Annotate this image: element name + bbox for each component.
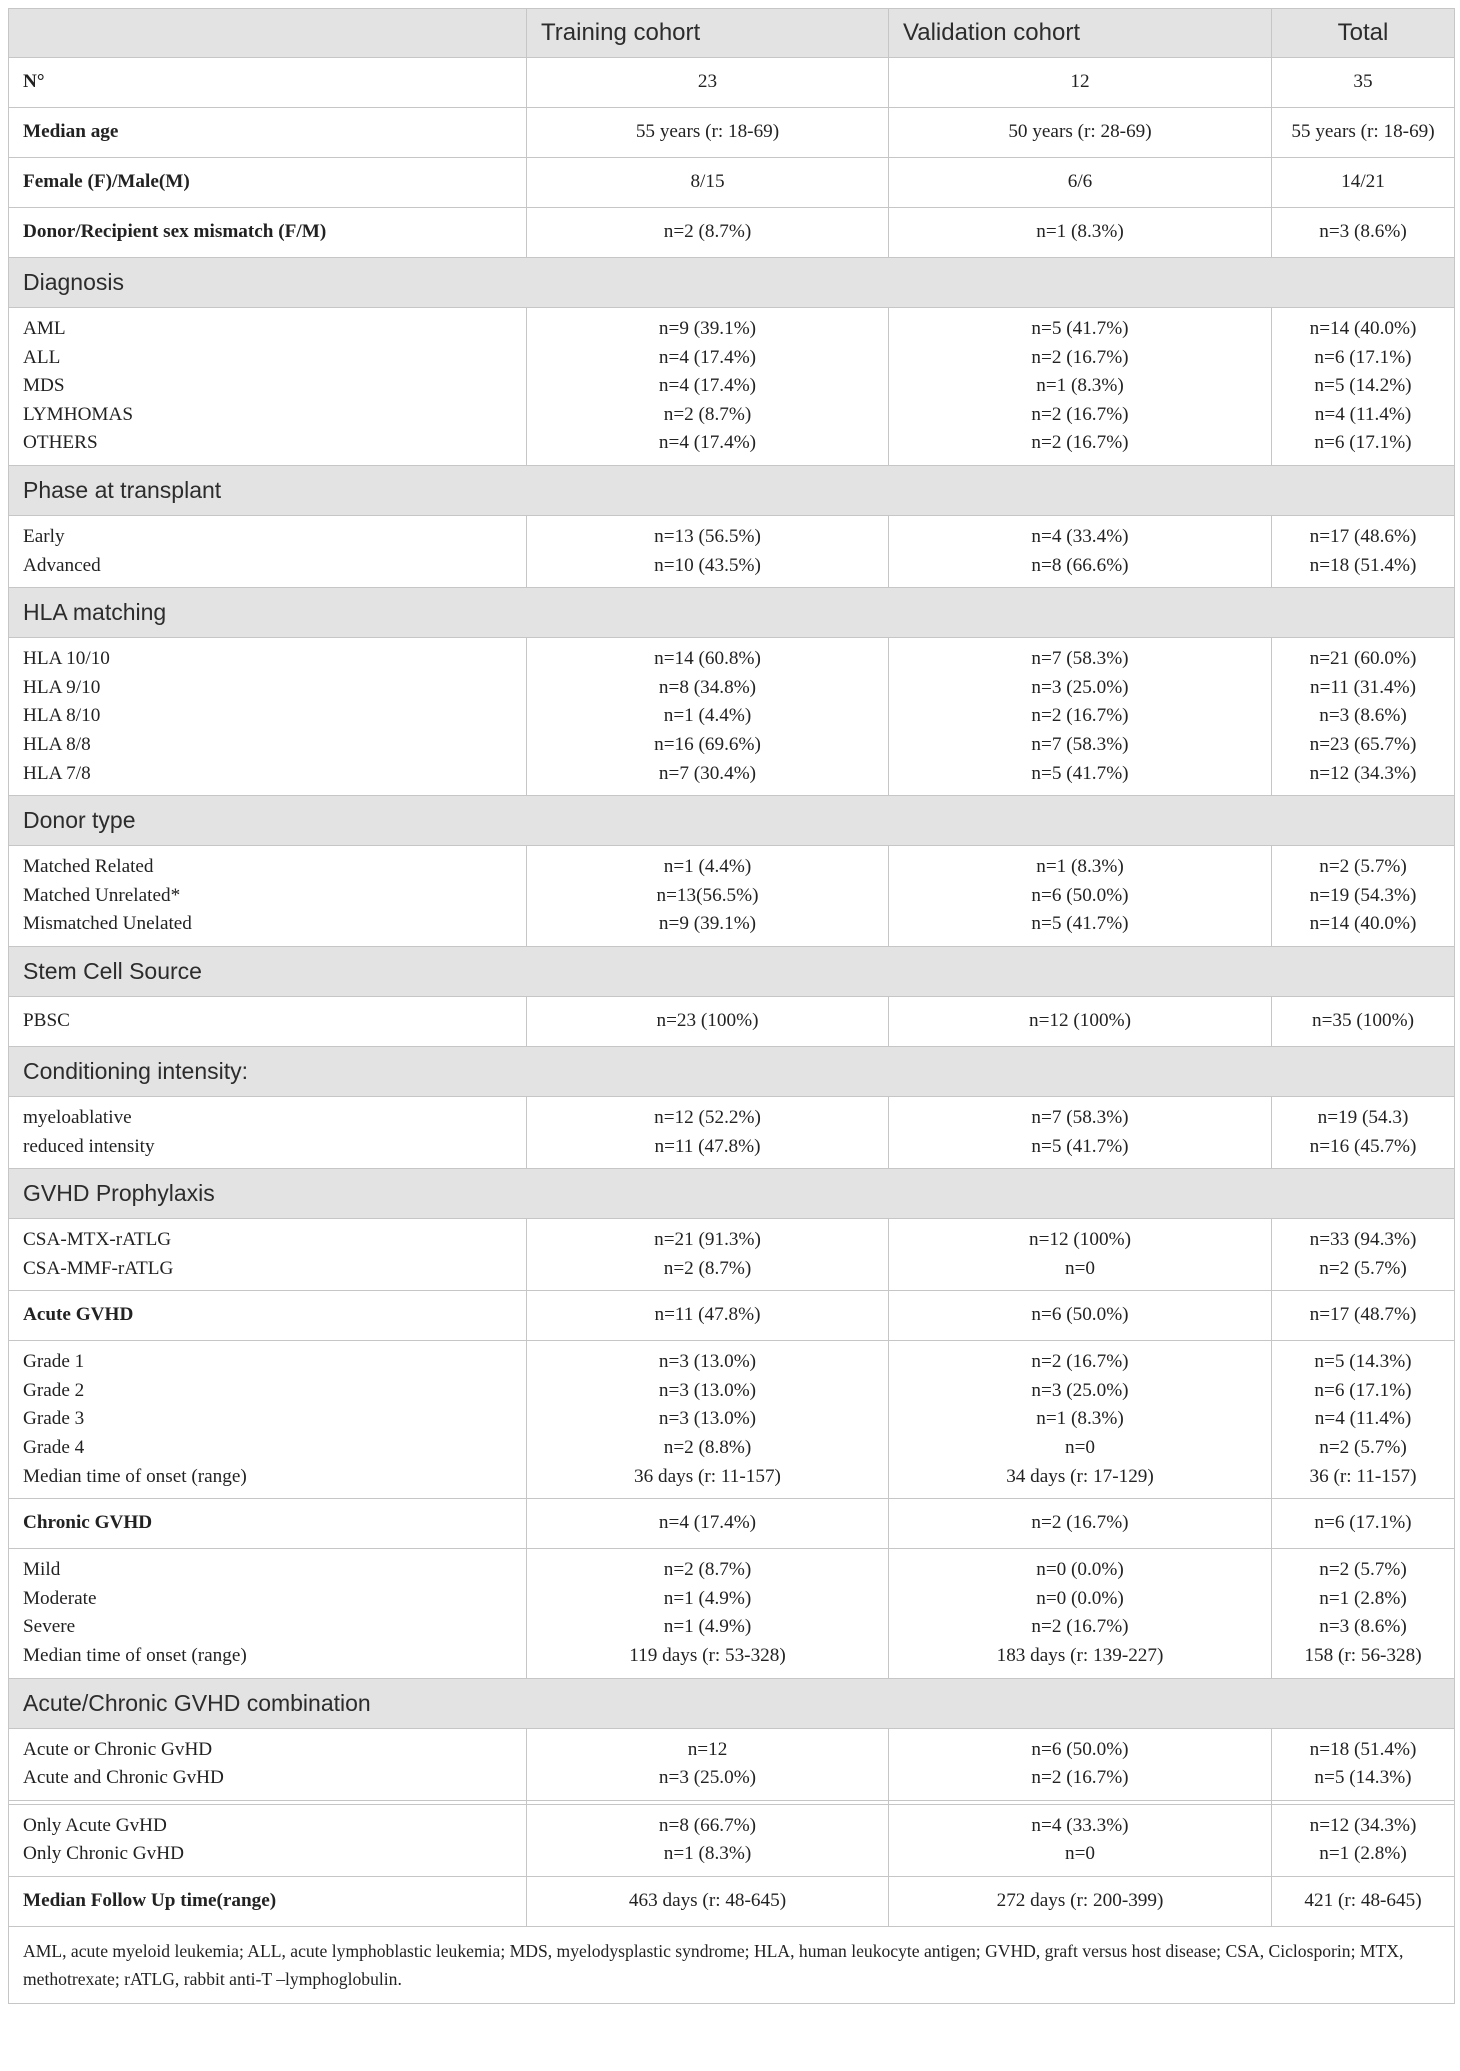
- table-row: [9, 996, 1455, 1046]
- table-row: [9, 638, 1455, 796]
- cell-value: n=0 (0.0%): [1036, 1559, 1124, 1581]
- cell-value: n=4 (33.3%): [1031, 1814, 1129, 1836]
- cell-value: n=7 (58.3%): [1031, 1106, 1129, 1128]
- table-row: [9, 1804, 1455, 1876]
- validation-value-cell: [889, 58, 1272, 108]
- training-value-cell: [527, 1728, 889, 1800]
- table-row: [9, 1341, 1455, 1499]
- validation-value-cell: [889, 1219, 1272, 1291]
- cell-value: 6/6: [1067, 171, 1093, 193]
- table-row: [9, 1219, 1455, 1291]
- cell-value: n=2 (16.7%): [1031, 1351, 1129, 1373]
- footnote-row: [9, 1927, 1455, 2004]
- total-value-cell: [1272, 208, 1455, 258]
- row-label: Moderate: [23, 1587, 97, 1609]
- cell-value: n=3 (13.0%): [658, 1351, 757, 1373]
- cell-value: n=2 (5.7%): [1319, 856, 1407, 878]
- row-label: Acute GVHD: [23, 1304, 134, 1326]
- training-value-cell: [527, 996, 889, 1046]
- row-label-cell: [9, 1096, 527, 1168]
- cell-value: n=9 (39.1%): [658, 318, 757, 339]
- cell-value: n=14 (40.0%): [1309, 318, 1417, 339]
- total-value-cell: [1272, 1341, 1455, 1499]
- training-value-cell: [527, 1549, 889, 1678]
- cell-value: n=2 (8.7%): [663, 1257, 752, 1279]
- training-value-cell: [527, 638, 889, 796]
- row-label-cell: [9, 1549, 527, 1678]
- cell-value: n=4 (17.4%): [658, 375, 757, 397]
- cell-value: 14/21: [1341, 171, 1385, 193]
- cell-value: n=12 (100%): [1029, 1010, 1131, 1032]
- cell-value: n=8 (34.8%): [658, 676, 757, 698]
- row-label: HLA 8/8: [23, 733, 91, 755]
- section-header-row: [9, 946, 1455, 996]
- section-title: Phase at transplant: [9, 465, 1455, 515]
- total-value-cell: [1272, 996, 1455, 1046]
- validation-value-cell: [889, 1877, 1272, 1927]
- cell-value: n=3 (25.0%): [1031, 676, 1129, 698]
- section-title: Acute/Chronic GVHD combination: [9, 1678, 1455, 1728]
- cell-value: n=2 (8.7%): [663, 1559, 752, 1581]
- row-label-cell: [9, 996, 527, 1046]
- table-row: [9, 208, 1455, 258]
- training-value-cell: [527, 58, 889, 108]
- section-header-row: [9, 465, 1455, 515]
- cell-value: n=6 (50.0%): [1031, 1738, 1129, 1760]
- table-row: [9, 515, 1455, 587]
- cell-value: n=1 (8.3%): [663, 1843, 752, 1865]
- header-training-cohort: Training cohort: [527, 9, 889, 58]
- cell-value: n=7 (58.3%): [1031, 733, 1129, 755]
- row-label: CSA-MTX-rATLG: [23, 1229, 172, 1251]
- training-value-cell: [527, 1096, 889, 1168]
- row-label: MDS: [23, 375, 65, 397]
- cell-value: n=7 (58.3%): [1031, 648, 1129, 670]
- cell-value: 463 days (r: 48-645): [628, 1890, 787, 1912]
- cell-value: n=21 (60.0%): [1309, 648, 1417, 670]
- row-label-cell: [9, 1291, 527, 1341]
- cell-value: n=4 (17.4%): [658, 1512, 757, 1534]
- section-header-row: [9, 1678, 1455, 1728]
- cell-value: 23: [697, 71, 718, 93]
- cell-value: n=3 (8.6%): [1319, 221, 1407, 243]
- cell-value: n=2 (16.7%): [1031, 346, 1129, 368]
- table-body: [9, 58, 1455, 1927]
- cell-value: 34 days (r: 17-129): [1006, 1465, 1154, 1487]
- total-value-cell: [1272, 1096, 1455, 1168]
- cell-value: n=6 (50.0%): [1031, 884, 1129, 906]
- table-container: [8, 8, 1454, 2004]
- row-label: N°: [23, 71, 45, 93]
- training-value-cell: [527, 1341, 889, 1499]
- cell-value: n=12 (52.2%): [654, 1106, 761, 1128]
- row-label: Early: [23, 525, 65, 547]
- cell-value: n=1 (8.3%): [1036, 375, 1124, 397]
- section-header-row: [9, 796, 1455, 846]
- row-label: HLA 10/10: [23, 648, 110, 670]
- row-label: Median time of onset (range): [23, 1465, 247, 1487]
- cell-value: n=0: [1064, 1437, 1095, 1459]
- cell-value: 421 (r: 48-645): [1304, 1890, 1422, 1912]
- cell-value: n=5 (14.2%): [1314, 375, 1412, 397]
- row-label-cell: [9, 208, 527, 258]
- validation-value-cell: [889, 108, 1272, 158]
- cell-value: n=12 (100%): [1029, 1229, 1131, 1251]
- cell-value: 8/15: [690, 171, 725, 193]
- cell-value: n=11 (47.8%): [654, 1135, 761, 1157]
- cell-value: n=3 (8.6%): [1319, 705, 1407, 727]
- table-row: [9, 58, 1455, 108]
- section-title: Conditioning intensity:: [9, 1046, 1455, 1096]
- row-label: myeloablative: [23, 1106, 132, 1128]
- total-value-cell: [1272, 1291, 1455, 1341]
- validation-value-cell: [889, 996, 1272, 1046]
- cell-value: n=1 (4.4%): [663, 705, 752, 727]
- row-label-cell: [9, 1728, 527, 1800]
- table-row: [9, 846, 1455, 947]
- section-header-row: [9, 258, 1455, 308]
- training-value-cell: [527, 208, 889, 258]
- cell-value: n=19 (54.3): [1317, 1106, 1409, 1128]
- cell-value: n=2 (5.7%): [1319, 1257, 1407, 1279]
- total-value-cell: [1272, 58, 1455, 108]
- cell-value: n=3 (25.0%): [1031, 1379, 1129, 1401]
- cell-value: n=4 (33.4%): [1031, 525, 1129, 547]
- validation-value-cell: [889, 1499, 1272, 1549]
- section-title: HLA matching: [9, 588, 1455, 638]
- row-label: Grade 2: [23, 1379, 85, 1401]
- row-label-cell: [9, 846, 527, 947]
- row-label-cell: [9, 638, 527, 796]
- cell-value: n=23 (65.7%): [1309, 733, 1417, 755]
- cell-value: n=3 (13.0%): [658, 1408, 757, 1430]
- row-label: Median age: [23, 121, 119, 143]
- row-label-cell: [9, 515, 527, 587]
- training-value-cell: [527, 108, 889, 158]
- cell-value: 119 days (r: 53-328): [629, 1645, 786, 1667]
- training-value-cell: [527, 515, 889, 587]
- total-value-cell: [1272, 108, 1455, 158]
- cell-value: n=2 (8.7%): [663, 403, 752, 425]
- validation-value-cell: [889, 515, 1272, 587]
- footnote: AML, acute myeloid leukemia; ALL, acute lymphoblastic leukemia; MDS, myelodysplastic syndrome; HLA, human leukocyte antigen; GVHD, graft versus host disease; CSA, Ciclosporin; MTX, methotrexate; rATLG, rabbit anti-T –lymphoglobulin.: [9, 1927, 1455, 2004]
- row-label-cell: [9, 1499, 527, 1549]
- section-title: GVHD Prophylaxis: [9, 1169, 1455, 1219]
- row-label: Grade 1: [23, 1351, 85, 1373]
- cell-value: n=16 (69.6%): [654, 733, 761, 755]
- validation-value-cell: [889, 1341, 1272, 1499]
- section-title: Donor type: [9, 796, 1455, 846]
- section-title: Stem Cell Source: [9, 946, 1455, 996]
- table-row: [9, 1728, 1455, 1800]
- table-row: [9, 1499, 1455, 1549]
- cell-value: n=6 (17.1%): [1314, 1379, 1412, 1401]
- total-value-cell: [1272, 1877, 1455, 1927]
- cell-value: n=2 (8.7%): [663, 221, 752, 243]
- total-value-cell: [1272, 1499, 1455, 1549]
- cell-value: n=1 (8.3%): [1036, 221, 1124, 243]
- section-header-row: [9, 1169, 1455, 1219]
- cell-value: 35: [1353, 71, 1373, 93]
- cell-value: 36 days (r: 11-157): [634, 1465, 781, 1487]
- cell-value: n=2 (16.7%): [1031, 432, 1129, 454]
- row-label: Donor/Recipient sex mismatch (F/M): [23, 221, 327, 243]
- row-label: Only Chronic GvHD: [23, 1843, 184, 1865]
- cell-value: n=5 (41.7%): [1031, 762, 1129, 784]
- table-row: [9, 1096, 1455, 1168]
- section-header-row: [9, 1046, 1455, 1096]
- row-label: PBSC: [23, 1010, 70, 1032]
- cell-value: n=14 (40.0%): [1309, 913, 1417, 935]
- cell-value: 55 years (r: 18-69): [1291, 121, 1435, 143]
- total-value-cell: [1272, 1549, 1455, 1678]
- cell-value: n=33 (94.3%): [1309, 1229, 1417, 1251]
- cell-value: n=3 (8.6%): [1319, 1616, 1407, 1638]
- cell-value: n=0: [1064, 1843, 1095, 1865]
- cohort-characteristics-table: [8, 8, 1455, 2004]
- cell-value: 183 days (r: 139-227): [996, 1645, 1164, 1667]
- cell-value: n=7 (30.4%): [658, 762, 757, 784]
- cell-value: n=2 (16.7%): [1031, 1767, 1129, 1789]
- cell-value: 50 years (r: 28-69): [1008, 121, 1152, 143]
- validation-value-cell: [889, 1096, 1272, 1168]
- total-value-cell: [1272, 515, 1455, 587]
- row-label-cell: [9, 158, 527, 208]
- cell-value: n=8 (66.7%): [658, 1814, 757, 1836]
- row-label: HLA 9/10: [23, 676, 101, 698]
- cell-value: n=2 (16.7%): [1031, 403, 1129, 425]
- cell-value: n=13(56.5%): [656, 884, 759, 906]
- section-title: Diagnosis: [9, 258, 1455, 308]
- cell-value: n=3 (25.0%): [658, 1767, 757, 1789]
- row-label: CSA-MMF-rATLG: [23, 1257, 174, 1279]
- cell-value: n=4 (17.4%): [658, 432, 757, 454]
- training-value-cell: [527, 846, 889, 947]
- cell-value: n=3 (13.0%): [658, 1379, 757, 1401]
- row-label: Matched Unrelated*: [23, 884, 181, 906]
- training-value-cell: [527, 1804, 889, 1876]
- cell-value: 12: [1070, 71, 1090, 93]
- total-value-cell: [1272, 1804, 1455, 1876]
- cell-value: n=18 (51.4%): [1309, 1738, 1417, 1760]
- cell-value: n=4 (17.4%): [658, 346, 757, 368]
- cell-value: n=21 (91.3%): [654, 1229, 761, 1251]
- row-label: Severe: [23, 1616, 76, 1638]
- cell-value: n=6 (17.1%): [1314, 346, 1412, 368]
- cell-value: n=2 (5.7%): [1319, 1437, 1407, 1459]
- row-label-cell: [9, 1877, 527, 1927]
- cell-value: n=2 (16.7%): [1031, 1512, 1129, 1534]
- row-label: Median Follow Up time(range): [23, 1890, 277, 1912]
- cell-value: n=6 (17.1%): [1314, 432, 1412, 454]
- row-label: Acute or Chronic GvHD: [23, 1738, 213, 1760]
- row-label: Mismatched Unelated: [23, 913, 192, 935]
- cell-value: n=17 (48.6%): [1309, 525, 1417, 547]
- header-total: Total: [1272, 9, 1455, 58]
- row-label-cell: [9, 1219, 527, 1291]
- cell-value: n=19 (54.3%): [1309, 884, 1417, 906]
- cell-value: n=5 (41.7%): [1031, 913, 1129, 935]
- cell-value: n=18 (51.4%): [1309, 554, 1417, 576]
- cell-value: 36 (r: 11-157): [1309, 1465, 1417, 1487]
- cell-value: 272 days (r: 200-399): [996, 1890, 1164, 1912]
- total-value-cell: [1272, 158, 1455, 208]
- cell-value: n=2 (16.7%): [1031, 1616, 1129, 1638]
- total-value-cell: [1272, 1728, 1455, 1800]
- row-label: Chronic GVHD: [23, 1512, 153, 1534]
- validation-value-cell: [889, 1549, 1272, 1678]
- cell-value: n=1 (4.4%): [663, 856, 752, 878]
- table-row: [9, 308, 1455, 466]
- row-label: LYMHOMAS: [23, 403, 134, 425]
- row-label: Grade 3: [23, 1408, 85, 1430]
- row-label: OTHERS: [23, 432, 98, 454]
- cell-value: n=12 (34.3%): [1309, 1814, 1417, 1836]
- cell-value: n=0 (0.0%): [1036, 1587, 1124, 1609]
- table-row: [9, 1549, 1455, 1678]
- cell-value: n=13 (56.5%): [654, 525, 761, 547]
- total-value-cell: [1272, 638, 1455, 796]
- total-value-cell: [1272, 308, 1455, 466]
- total-value-cell: [1272, 846, 1455, 947]
- cell-value: n=2 (16.7%): [1031, 705, 1129, 727]
- cell-value: n=6 (17.1%): [1314, 1512, 1412, 1534]
- cell-value: n=5 (41.7%): [1031, 1135, 1129, 1157]
- table-row: [9, 1877, 1455, 1927]
- row-label: Acute and Chronic GvHD: [23, 1767, 224, 1789]
- row-label: Mild: [23, 1559, 61, 1581]
- validation-value-cell: [889, 1291, 1272, 1341]
- cell-value: n=5 (41.7%): [1031, 318, 1129, 339]
- cell-value: n=2 (8.8%): [663, 1437, 752, 1459]
- cell-value: n=6 (50.0%): [1031, 1304, 1129, 1326]
- cell-value: 158 (r: 56-328): [1304, 1645, 1422, 1667]
- cell-value: 55 years (r: 18-69): [635, 121, 780, 143]
- validation-value-cell: [889, 846, 1272, 947]
- cell-value: n=17 (48.7%): [1309, 1304, 1417, 1326]
- table-row: [9, 1291, 1455, 1341]
- validation-value-cell: [889, 1804, 1272, 1876]
- cell-value: n=11 (31.4%): [1309, 676, 1417, 698]
- validation-value-cell: [889, 208, 1272, 258]
- row-label: ALL: [23, 346, 61, 368]
- cell-value: n=4 (11.4%): [1314, 1408, 1412, 1430]
- training-value-cell: [527, 158, 889, 208]
- table-row: [9, 158, 1455, 208]
- row-label: reduced intensity: [23, 1135, 155, 1157]
- cell-value: n=11 (47.8%): [654, 1304, 761, 1326]
- header-row: [9, 9, 1455, 58]
- table-row: [9, 108, 1455, 158]
- cell-value: n=1 (2.8%): [1319, 1843, 1407, 1865]
- row-label: Female (F)/Male(M): [23, 171, 190, 193]
- row-label-cell: [9, 1341, 527, 1499]
- cell-value: n=14 (60.8%): [654, 648, 761, 670]
- row-label: Matched Related: [23, 856, 154, 878]
- cell-value: n=4 (11.4%): [1314, 403, 1412, 425]
- cell-value: n=35 (100%): [1312, 1010, 1414, 1032]
- training-value-cell: [527, 1499, 889, 1549]
- cell-value: n=12 (34.3%): [1309, 762, 1417, 784]
- training-value-cell: [527, 1291, 889, 1341]
- validation-value-cell: [889, 308, 1272, 466]
- validation-value-cell: [889, 158, 1272, 208]
- cell-value: n=5 (14.3%): [1314, 1767, 1412, 1789]
- training-value-cell: [527, 1877, 889, 1927]
- header-validation-cohort: Validation cohort: [889, 9, 1272, 58]
- cell-value: n=1 (4.9%): [663, 1587, 752, 1609]
- cell-value: n=2 (5.7%): [1319, 1559, 1407, 1581]
- section-header-row: [9, 588, 1455, 638]
- row-label: Median time of onset (range): [23, 1645, 247, 1667]
- training-value-cell: [527, 308, 889, 466]
- row-label: Grade 4: [23, 1437, 85, 1459]
- row-label: AML: [23, 318, 66, 339]
- total-value-cell: [1272, 1219, 1455, 1291]
- cell-value: n=16 (45.7%): [1309, 1135, 1417, 1157]
- cell-value: n=0: [1064, 1257, 1095, 1279]
- cell-value: n=12: [687, 1738, 728, 1760]
- cell-value: n=5 (14.3%): [1314, 1351, 1412, 1373]
- row-label-cell: [9, 308, 527, 466]
- cell-value: n=8 (66.6%): [1031, 554, 1129, 576]
- row-label-cell: [9, 58, 527, 108]
- cell-value: n=1 (8.3%): [1036, 1408, 1124, 1430]
- row-label: Advanced: [23, 554, 101, 576]
- validation-value-cell: [889, 638, 1272, 796]
- cell-value: n=1 (2.8%): [1319, 1587, 1407, 1609]
- row-label-cell: [9, 1804, 527, 1876]
- cell-value: n=10 (43.5%): [654, 554, 761, 576]
- row-label: HLA 8/10: [23, 705, 101, 727]
- row-label-cell: [9, 108, 527, 158]
- cell-value: n=9 (39.1%): [658, 913, 757, 935]
- cell-value: n=23 (100%): [656, 1010, 759, 1032]
- header-empty-cell: [9, 9, 527, 58]
- training-value-cell: [527, 1219, 889, 1291]
- cell-value: n=1 (8.3%): [1036, 856, 1124, 878]
- row-label: HLA 7/8: [23, 762, 91, 784]
- cell-value: n=1 (4.9%): [663, 1616, 752, 1638]
- row-label: Only Acute GvHD: [23, 1814, 167, 1836]
- validation-value-cell: [889, 1728, 1272, 1800]
